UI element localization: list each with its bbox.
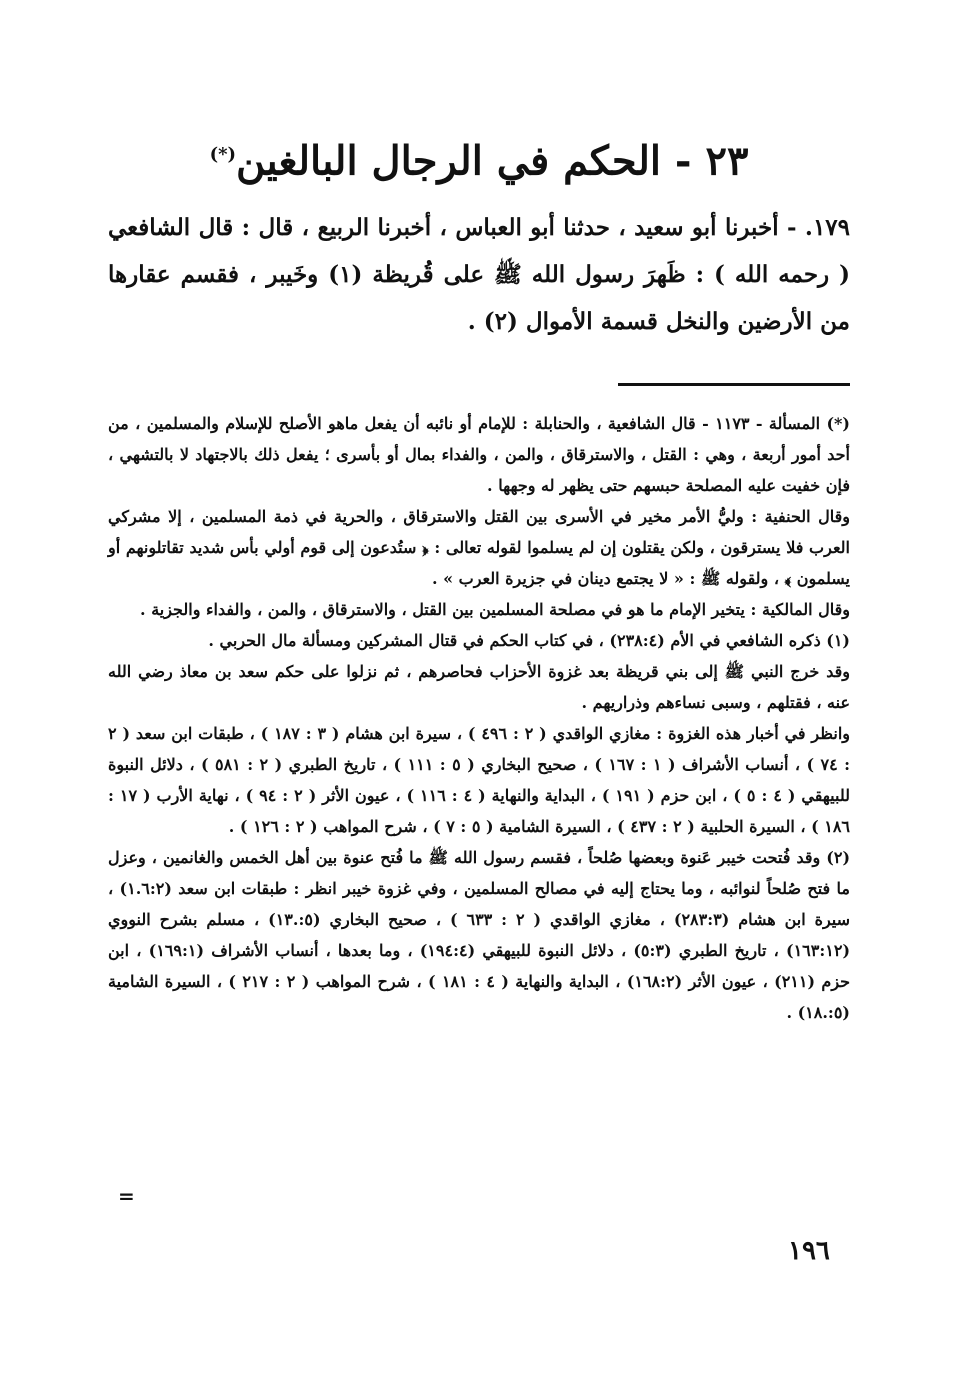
- footnote-paragraph: (١) ذكره الشافعي في الأم (٢٣٨:٤) ، في كتاب الحكم في قتال المشركين ومسألة مال الحربي .: [208, 631, 850, 651]
- footnote-paragraph: وقال المالكية : يتخير الإمام ما هو في مصلحة المسلمين بين القتل ، والاسترقاق ، والمن ، والفداء والجزية .: [140, 600, 850, 620]
- footnotes: [108, 408, 850, 1028]
- chapter-title: [108, 120, 850, 196]
- narration-paragraph: ١٧٩. - أخبرنا أبو سعيد ، حدثنا أبو العباس ، أخبرنا الربيع ، قال : قال الشافعي ( رحمه الله ) : ظَهرَ رسول الله ﷺ على قُريظة (١) وخَيبر ، فقسم عقارها من الأرضين والنخل قسمة الأموال (٢) .: [108, 214, 850, 336]
- footnote-divider: [618, 383, 850, 386]
- document-page: [108, 120, 850, 1300]
- page-number: ١٩٦: [788, 1236, 830, 1266]
- continuation-mark: =: [118, 1184, 135, 1208]
- footnote-paragraph: وانظر في أخبار هذه الغزوة : مغازي الواقدي ( ٢ : ٤٩٦ ) ، سيرة ابن هشام ( ٣ : ١٨٧ ) ، طبقات ابن سعد ( ٢ : ٧٤ ) ، أنساب الأشراف ( ١ : ١٦٧ ) ، صحيح البخاري ( ٥ : ١١١ ) ، تاريخ الطبري ( ٢ : ٥٨١ ) ، دلائل النبوة للبيهقي ( ٤ : ٥ ) ، ابن حزم ( ١٩١ ) ، البداية والنهاية ( ٤ : ١١٦ ) ، عيون الأثر ( ٢ : ٩٤ ) ، نهاية الأرب ( ١٧ : ١٨٦ ) ، السيرة الحلبية ( ٢ : ٤٣٧ ) ، السيرة الشامية ( ٥ : ٧ ) ، شرح المواهب ( ٢ : ١٢٦ ) .: [108, 724, 851, 837]
- footnote-paragraph: وقد خرج النبي ﷺ إلى بني قريظة بعد غزوة الأحزاب فحاصرهم ، ثم نزلوا على حكم سعد بن معاذ رضي الله عنه ، فقتلهم ، وسبى نساءهم وذراريهم .: [108, 662, 850, 713]
- chapter-title-text: ٢٣ - الحكم في الرجال البالغين: [236, 137, 749, 185]
- footnote-paragraph: (٢) وقد فُتحت خيبر عَنوة وبعضها صُلحاً ، فقسم رسول الله ﷺ ما فُتح عنوة بين أهل الخمس والغانمين ، وعزل ما فتح صُلحاً لنوائبه ، وما يحتاج إليه في مصالح المسلمين ، وفي غزوة خيبر انظر : طبقات ابن سعد (١.٦:٢) ، سيرة ابن هشام (٢٨٣:٣) ، مغازي الواقدي ( ٢ : ٦٣٣ ) ، صحيح البخاري (٥:.١٣) ، مسلم بشرح النووي (١٦٣:١٢) ، تاريخ الطبري (٥:٣) ، دلائل النبوة للبيهقي (١٩٤:٤) ، وما بعدها ، أنساب الأشراف (١٦٩:١) ، ابن حزم (٢١١) ، عيون الأثر (١٦٨:٢) ، البداية والنهاية ( ٤ : ١٨١ ) ، شرح المواهب ( ٢ : ٢١٧ ) ، السيرة الشامية (٥:.١٨) .: [108, 848, 851, 1023]
- footnote-paragraph: وقال الحنفية : وليُّ الأمر مخير في الأسرى بين القتل والاسترقاق ، والحرية في ذمة المسلمين ، إلا مشركي العرب فلا يسترقون ، ولكن يقتلون إن لم يسلموا لقوله تعالى : ﴿ ستُدعون إلى قوم أولي بأس شديد تقاتلونهم أو يسلمون ﴾ ، ولقوله ﷺ : « لا يجتمع دينان في جزيرة العرب » .: [108, 507, 850, 589]
- chapter-footnote-marker: (*): [209, 144, 237, 165]
- footnote-paragraph: (*) المسألة - ١١٧٣ - قال الشافعية ، والحنابلة : للإمام أو نائبه أن يفعل ماهو الأصلح للإسلام والمسلمين ، من أحد أمور أربعة ، وهي : القتل ، والاسترقاق ، والمن ، والفداء بمال أو بأسرى ؛ يفعل ذلك بالاجتهاد لا بالتشهي ، فإن خفيت عليه المصلحة حبسهم حتى يظهر له وجهها .: [108, 414, 850, 496]
